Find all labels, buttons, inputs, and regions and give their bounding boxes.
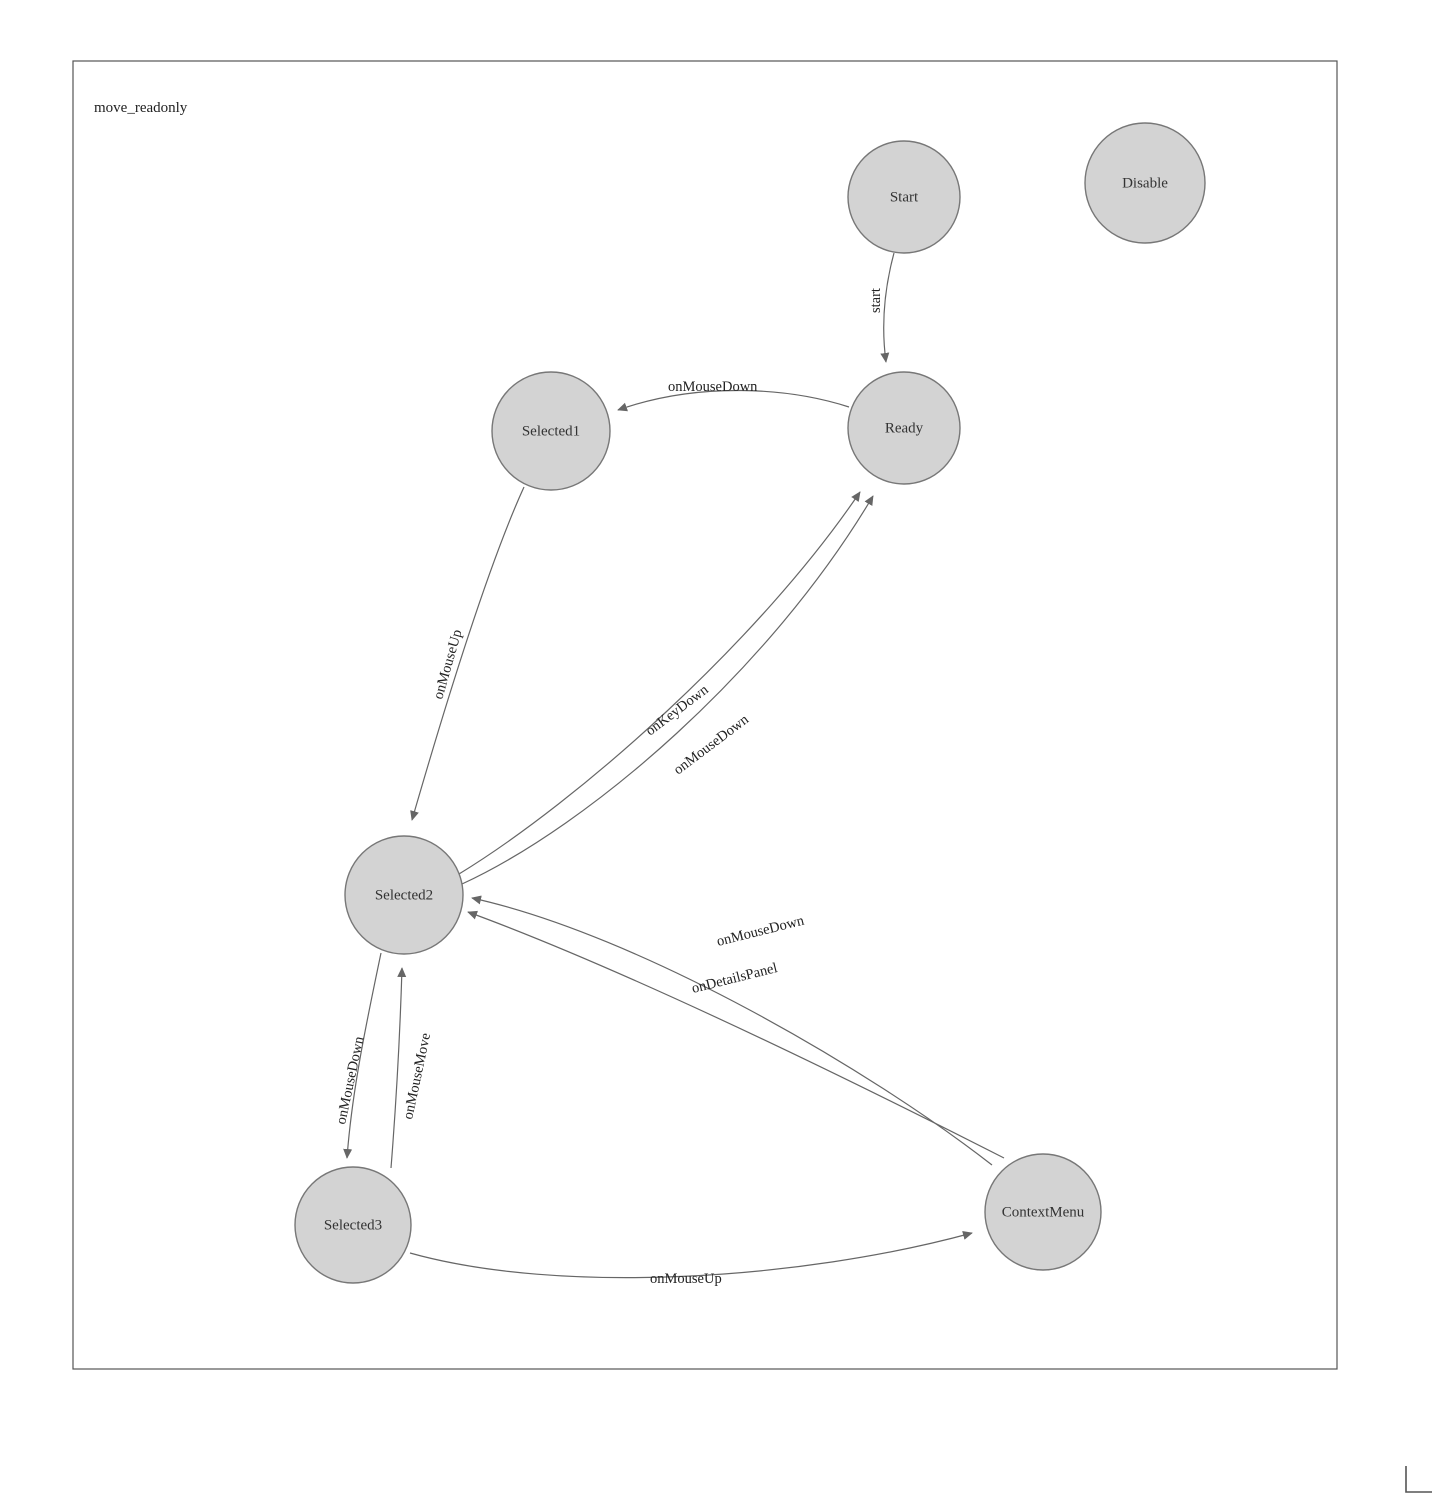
node-ready[interactable] <box>848 372 960 484</box>
edge-label-selected2-ready-mousedown: onMouseDown <box>670 711 752 779</box>
edge-label-start: start <box>868 288 884 313</box>
node-selected3-label: Selected3 <box>323 1217 383 1234</box>
node-start[interactable] <box>848 141 960 253</box>
edge-label-contextmenu-selected2-mousedown: onMouseDown <box>715 912 806 950</box>
edge-start-ready <box>884 253 894 362</box>
edge-selected2-ready-mousedown <box>462 496 873 884</box>
edge-selected1-selected2 <box>412 487 524 820</box>
edge-label-contextmenu-selected2-detailspanel: onDetailsPanel <box>690 960 780 997</box>
cluster-border <box>73 61 1337 1369</box>
edge-label-selected3-selected2: onMouseMove <box>400 1031 435 1121</box>
edge-label-selected1-selected2: onMouseUp <box>430 627 466 702</box>
node-selected2[interactable] <box>345 836 463 954</box>
node-selected1-label: Selected1 <box>521 423 581 440</box>
edge-selected3-selected2 <box>391 968 402 1168</box>
corner-mark <box>1406 1466 1432 1492</box>
node-contextmenu-label: ContextMenu <box>1001 1204 1085 1221</box>
node-disable[interactable] <box>1085 123 1205 243</box>
edge-label-ready-selected1: onMouseDown <box>668 379 758 395</box>
edge-label-selected2-selected3: onMouseDown <box>333 1035 368 1126</box>
node-selected2-label: Selected2 <box>374 887 434 904</box>
node-selected3[interactable] <box>295 1167 411 1283</box>
edge-selected2-ready-keydown <box>459 492 860 874</box>
cluster-label: move_readonly <box>94 100 188 116</box>
node-disable-label: Disable <box>1122 175 1168 192</box>
node-start-label: Start <box>889 189 919 206</box>
edge-label-selected2-ready-keydown: onKeyDown <box>642 681 712 740</box>
node-contextmenu[interactable] <box>985 1154 1101 1270</box>
edge-contextmenu-selected2-detailspanel <box>468 912 1004 1158</box>
node-selected1[interactable] <box>492 372 610 490</box>
node-ready-label: Ready <box>884 420 924 437</box>
edge-label-selected3-contextmenu: onMouseUp <box>650 1271 722 1287</box>
